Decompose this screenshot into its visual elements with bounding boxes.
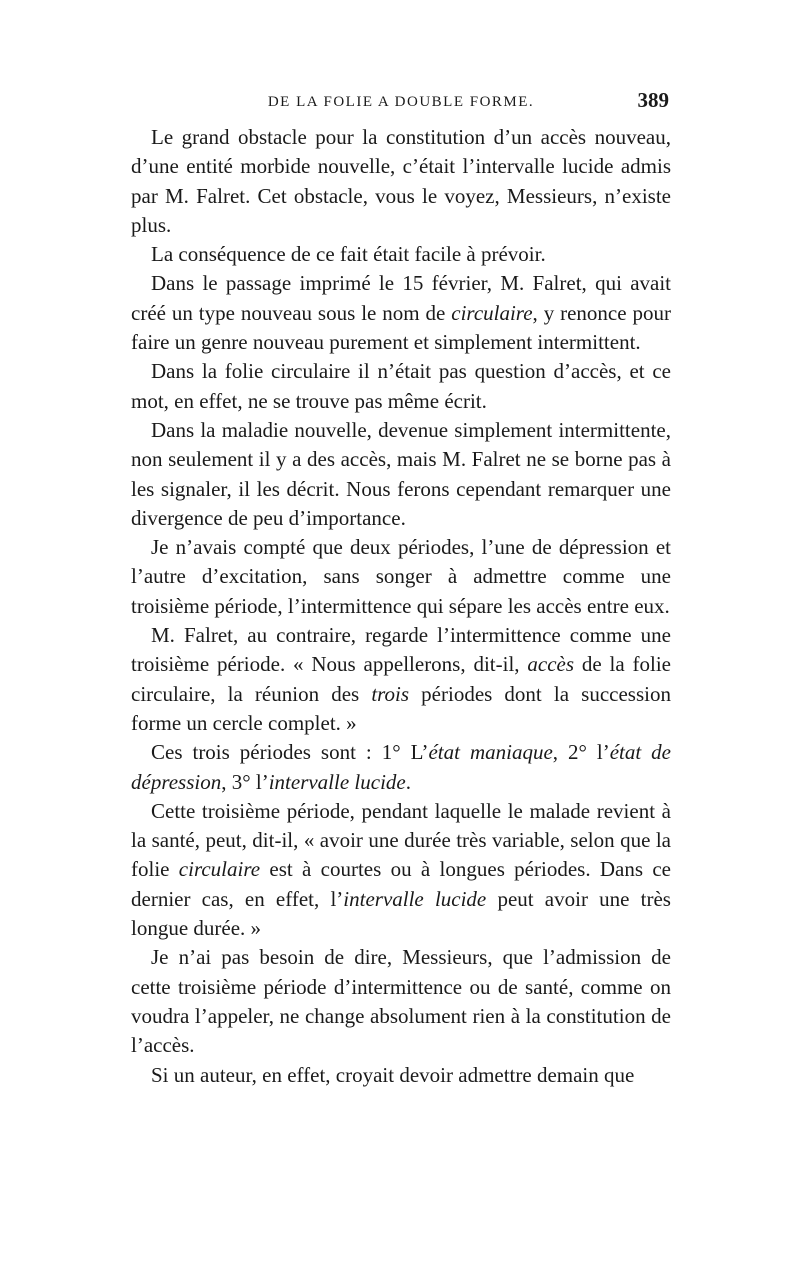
italic-run: état maniaque: [428, 740, 553, 765]
text-run: Je n’avais compté que deux périodes, l’une de dépression et l’autre d’excitation, sans songer à admettre comme une troisième période, l’intermittence qui sépare les accès entre eux.: [131, 535, 671, 618]
page-header: [131, 88, 671, 120]
paragraph: [131, 738, 671, 797]
text-run: de la folie circulaire, la réunion des: [131, 652, 671, 706]
text-run: .: [405, 769, 411, 794]
text-run: Dans la maladie nouvelle, devenue simplement intermittente, non seulement il y a des accès, mais M. Falret ne se borne pas à les signaler, il les décrit. Nous ferons cependant remarquer une divergence de peu d’importance.: [131, 417, 671, 530]
paragraph: [131, 416, 671, 533]
paragraph: [131, 357, 671, 416]
italic-run: intervalle lucide: [343, 886, 487, 911]
text-run: Cette troisième période, pendant laquelle le malade revient à la santé, peut, dit-il, « avoir une durée très variable, selon que la folie: [131, 798, 671, 882]
text-run: Dans la folie circulaire il n’était pas question d’accès, et ce mot, en effet, ne se trouve pas même écrit.: [131, 359, 671, 413]
text-run: est à courtes ou à longues périodes. Dans ce dernier cas, en effet, l’: [131, 857, 671, 911]
italic-run: état de dépression: [131, 740, 672, 794]
italic-run: trois: [371, 681, 410, 706]
paragraph: [131, 240, 671, 269]
italic-run: circulaire: [451, 300, 533, 325]
italic-run: intervalle lucide: [268, 769, 406, 794]
paragraph: [131, 943, 671, 1060]
text-run: La conséquence de ce fait était facile à prévoir.: [151, 242, 546, 267]
text-run: périodes dont la succession forme un cercle complet. »: [131, 681, 671, 735]
paragraph: [131, 797, 671, 943]
italic-run: circulaire: [178, 857, 261, 882]
text-run: Si un auteur, en effet, croyait devoir admettre demain que: [151, 1062, 635, 1087]
running-title: DE LA FOLIE A DOUBLE FORME.: [267, 94, 535, 110]
paragraph: [131, 533, 671, 621]
text-run: Ces trois périodes sont : 1° L’: [151, 740, 429, 765]
text-run: Je n’ai pas besoin de dire, Messieurs, que l’admission de cette troisième période d’intermittence ou de santé, comme on voudra l’appeler, ne change absolument rien à la constitution de l’accès.: [131, 945, 671, 1058]
text-run: Le grand obstacle pour la constitution d’un accès nouveau, d’une entité morbide nouvelle, c’était l’intervalle lucide admis par M. Falret. Cet obstacle, vous le voyez, Messieurs, n’existe plus.: [131, 125, 671, 237]
paragraph: [131, 269, 671, 357]
text-run: , 3° l’: [221, 769, 269, 794]
text-run: Dans le passage imprimé le 15 février, M. Falret, qui avait créé un type nouveau sous le nom de: [131, 271, 671, 325]
paragraph: [131, 123, 671, 240]
text-run: , y renonce pour faire un genre nouveau purement et simplement intermittent.: [131, 300, 671, 355]
italic-run: accès: [527, 652, 575, 677]
page-number: 389: [637, 88, 669, 112]
text-run: M. Falret, au contraire, regarde l’intermittence comme une troisième période. « Nous appellerons, dit-il,: [131, 623, 671, 677]
body-text: [131, 123, 671, 1090]
paragraph: [131, 1061, 671, 1090]
text-run: peut avoir une très longue durée. »: [131, 886, 671, 941]
text-run: , 2° l’: [552, 740, 610, 765]
paragraph: [131, 621, 671, 738]
